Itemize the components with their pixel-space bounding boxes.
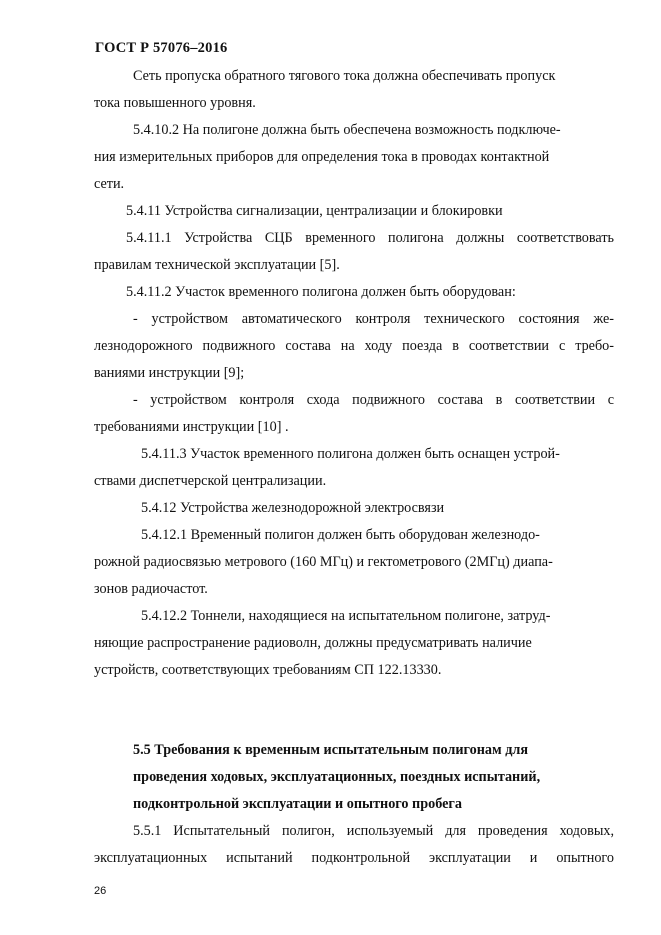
text-line: Сеть пропуска обратного тягового тока должна обеспечивать пропуск [133,68,556,84]
text-line: ствами диспетчерской централизации. [94,473,327,489]
bold-section-title: проведения ходовых, эксплуатационных, поездных испытаний, [133,769,541,785]
text-line: зонов радиочастот. [94,581,208,597]
text-line: 5.5.1 Испытательный полигон, используемый для проведения ходовых, [133,823,614,839]
text-line: сети. [94,176,125,192]
text-line: 5.4.11.1 Устройства СЦБ временного полигона должны соответствовать [126,230,614,246]
document-header: ГОСТ Р 57076–2016 [95,40,228,56]
text-line: рожной радиосвязью метрового (160 МГц) и гектометрового (2МГц) диапа- [94,554,553,570]
text-line: тока повышенного уровня. [94,95,256,111]
text-line: лезнодорожного подвижного состава на ходу поезда в соответствии с требо- [94,338,614,354]
text-line: ваниями инструкции [9]; [94,365,245,381]
text-line: 5.4.12.2 Тоннели, находящиеся на испытательном полигоне, затруд- [141,608,551,624]
bold-section-title: подконтрольной эксплуатации и опытного пробега [133,796,462,812]
text-line: требованиями инструкции [10] . [94,419,289,435]
section-heading: 5.4.12 Устройства железнодорожной электросвязи [141,500,445,516]
text-line: 5.4.11.3 Участок временного полигона должен быть оснащен устрой- [141,446,560,462]
text-line: - устройством автоматического контроля технического состояния же- [133,311,614,327]
text-line: няющие распространение радиоволн, должны предусматривать наличие [94,635,532,651]
text-line: эксплуатационных испытаний подконтрольной эксплуатации и опытного [94,850,614,866]
text-line: - устройством контроля схода подвижного состава в соответствии с [133,392,614,408]
text-line: правилам технической эксплуатации [5]. [94,257,340,273]
section-heading: 5.4.11 Устройства сигнализации, централизации и блокировки [126,203,503,219]
text-line: 5.4.12.1 Временный полигон должен быть оборудован железнодо- [141,527,540,543]
bold-section-title: 5.5 Требования к временным испытательным полигонам для [133,742,529,758]
text-line: 5.4.10.2 На полигоне должна быть обеспечена возможность подключе- [133,122,561,138]
text-line: устройств, соответствующих требованиям СП 122.13330. [94,662,442,678]
text-line: 5.4.11.2 Участок временного полигона должен быть оборудован: [126,284,516,300]
text-line: ния измерительных приборов для определения тока в проводах контактной [94,149,550,165]
page-number: 26 [94,885,107,897]
